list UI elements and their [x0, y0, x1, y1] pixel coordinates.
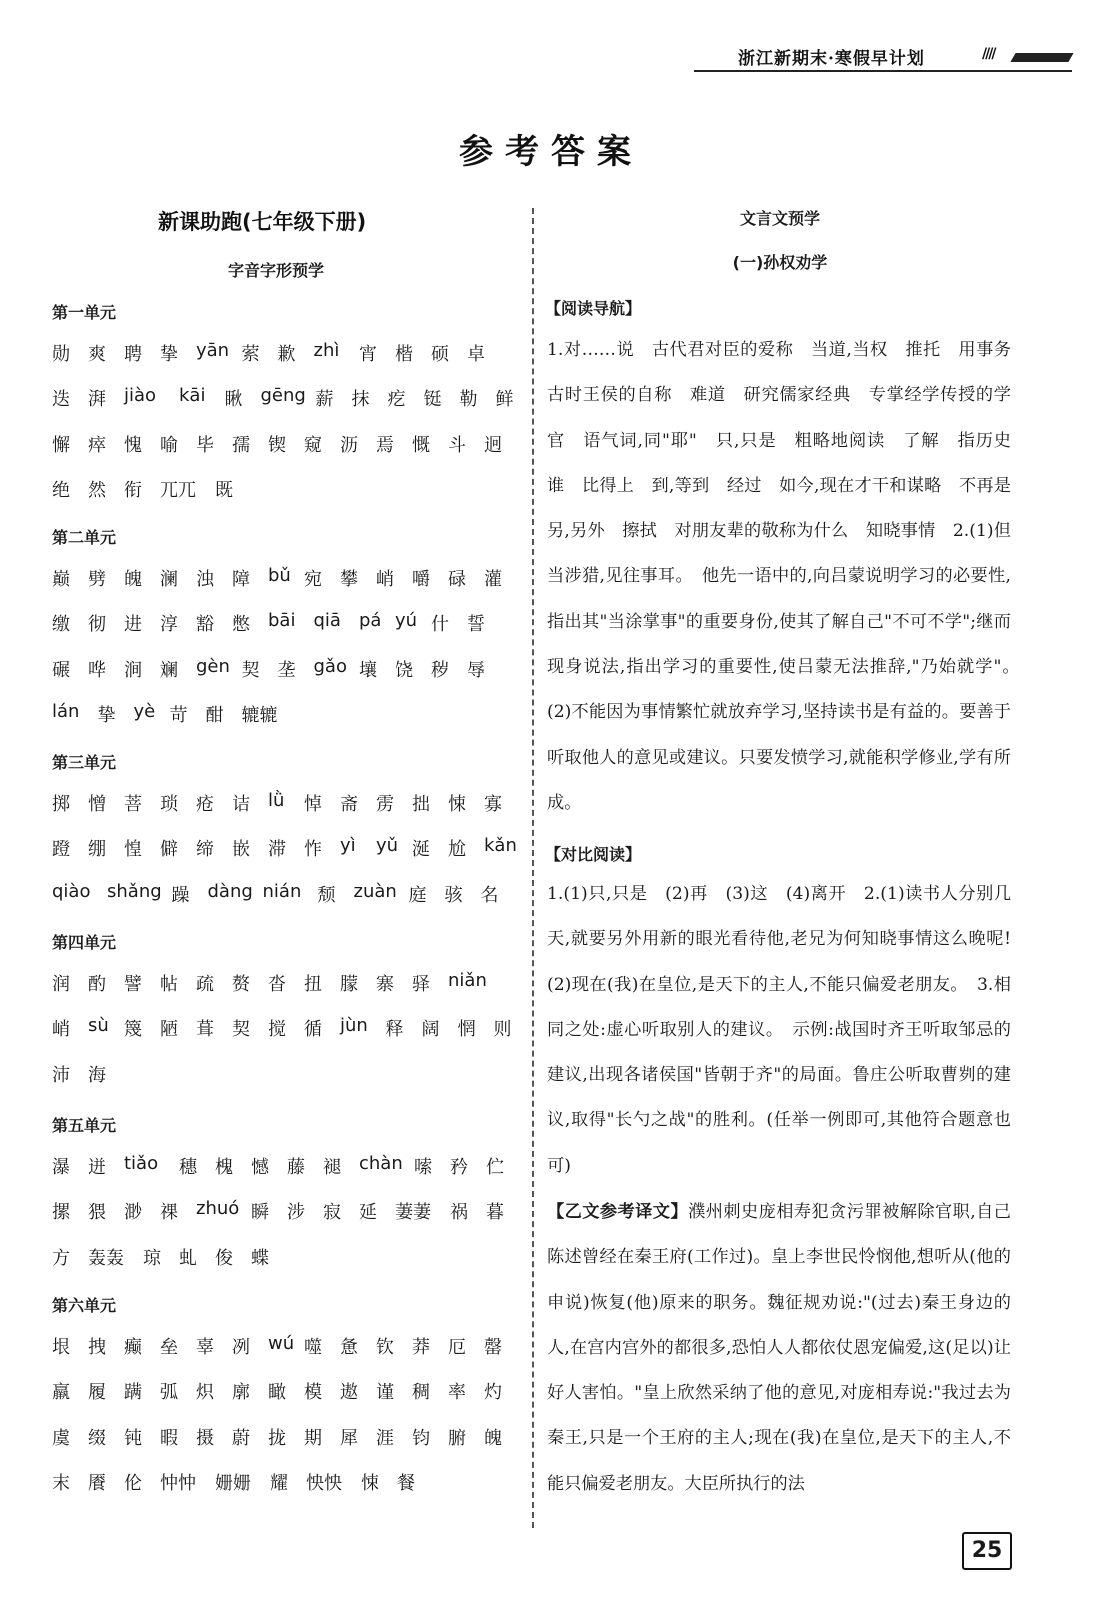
series-title: 浙江新期末·寒假早计划 — [738, 49, 925, 69]
char-item: 滞 — [268, 839, 286, 861]
char-item: 拽 — [88, 1337, 106, 1358]
char-item: 垒 — [160, 1337, 178, 1358]
char-item: kāi — [179, 385, 206, 407]
char-item: 浊 — [196, 569, 214, 590]
char-item: 瞅 — [224, 389, 243, 411]
char-item: 摄 — [196, 1427, 214, 1449]
unit-heading: 第二单元 — [52, 528, 117, 547]
char-item: 懈 — [52, 434, 70, 456]
char-item: yè — [133, 700, 156, 722]
char-item: 绝 — [52, 479, 70, 501]
section-title-pronunciation: 字音字形预学 — [228, 261, 325, 280]
char-item: 躁 — [171, 884, 190, 906]
char-item: 憾 — [251, 1157, 269, 1178]
char-item: 攀 — [340, 569, 358, 590]
char-item: 卓 — [467, 344, 485, 365]
char-item: 涧 — [124, 659, 142, 681]
char-item: 掷 — [52, 794, 70, 815]
char-item: 惘 — [457, 1019, 476, 1041]
char-item: 斋 — [340, 794, 358, 815]
char-item: 沓 — [268, 974, 286, 995]
char-item: 鲜 — [495, 389, 514, 411]
char-item: 迸 — [88, 1157, 106, 1178]
char-item: 譬 — [124, 974, 142, 995]
char-item: 湃 — [88, 389, 106, 411]
char-item: 彻 — [88, 614, 106, 636]
char-item: 率 — [448, 1382, 466, 1404]
char-item: 稠 — [412, 1382, 430, 1404]
char-item: 缀 — [88, 1427, 106, 1449]
translation-block — [547, 1190, 1011, 1507]
char-item: gèn — [196, 655, 230, 677]
char-item: 沛 — [52, 1064, 70, 1086]
char-item: 渺 — [124, 1202, 142, 1224]
page-title: 参考答案 — [459, 132, 643, 172]
char-item: 喻 — [160, 434, 178, 456]
char-item: 赘 — [232, 974, 250, 995]
char-item: 宵 — [359, 344, 377, 365]
reading-guide-text: 1.对……说 古代君对臣的爱称 当道,当权 推托 用事务 古时王侯的自称 难道 研究儒家经典 专掌经学传授的学官 语气词,同"耶" 只,只是 粗略地阅读 了解 指历史 谁 比得上 到,等到 经过 如今,现在才干和谋略 不再是 另,另外 擦拭 对朋友辈的敬称为什么 知晓事情 2.(1)但当涉猎,见往事耳。 他先一语中的,向吕蒙说明学习的必要性,指出其"当涂掌事"的重要身份,使其了解自己"不可不学";继而现身说法,指出学习的重要性,使吕蒙无法推辞,"乃始就学"。 (2)不能因为事情繁忙就放弃学习,坚持读书是有益的。要善于听取他人的意见或建议。只要发愤学习,就能积学修业,学有所成。 — [547, 340, 1029, 813]
unit-heading: 第四单元 — [52, 933, 117, 952]
char-item: 萋萋 — [395, 1202, 431, 1224]
char-item: 拙 — [412, 794, 430, 815]
char-item: 僻 — [160, 839, 178, 861]
char-item: jiào — [124, 385, 157, 407]
char-item: 餍 — [88, 1472, 106, 1494]
char-item: 尬 — [448, 839, 466, 861]
char-item: 槐 — [215, 1157, 233, 1178]
char-item: 碾 — [52, 659, 70, 681]
char-item: 蹬 — [52, 839, 70, 861]
char-item: 篾 — [124, 1019, 142, 1041]
char-item: 轰轰 — [88, 1247, 124, 1269]
char-item: 辱 — [467, 659, 485, 681]
char-item: 虬 — [179, 1247, 197, 1269]
char-item: 淳 — [160, 614, 178, 636]
char-item: yān — [196, 340, 230, 361]
char-item: chàn — [359, 1153, 403, 1174]
char-item: 障 — [232, 569, 250, 590]
char-item: 兀兀 — [160, 479, 196, 501]
char-item: qiā — [313, 610, 341, 632]
char-item: 毕 — [196, 434, 214, 456]
char-item: 壤 — [359, 659, 377, 681]
char-item: 帖 — [160, 974, 178, 995]
header-bar-decoration — [1010, 53, 1073, 62]
char-item: 孺 — [232, 434, 250, 456]
char-item: 迥 — [484, 434, 502, 456]
char-item: 涯 — [376, 1427, 394, 1449]
char-item: 碌 — [448, 569, 466, 590]
unit-heading: 第一单元 — [52, 303, 117, 322]
char-item: 进 — [124, 614, 142, 636]
char-item: 劈 — [88, 569, 106, 590]
char-item: 涉 — [287, 1202, 305, 1224]
char-item: 骇 — [444, 884, 463, 906]
char-item: 寡 — [484, 794, 502, 815]
char-item: 琼 — [143, 1247, 161, 1269]
char-item: 矜 — [450, 1157, 468, 1178]
translation-label: 【乙文参考译文】 — [547, 1202, 689, 1222]
char-item: 猥 — [88, 1202, 106, 1224]
char-item: 莽 — [412, 1337, 430, 1358]
char-item: 嗦 — [414, 1157, 432, 1178]
char-item: 名 — [480, 884, 499, 906]
char-item: 忡忡 — [160, 1472, 196, 1494]
char-item: 宛 — [304, 569, 322, 590]
book-title: 新课助跑(七年级下册) — [158, 210, 367, 234]
char-item: 祼 — [160, 1202, 178, 1224]
char-item: 陋 — [160, 1019, 178, 1041]
char-item: 嵌 — [232, 839, 250, 861]
char-item: 什 — [431, 614, 449, 636]
char-item: gēng — [260, 385, 306, 407]
char-item: 惫 — [340, 1337, 358, 1358]
char-item: 悚 — [361, 1472, 379, 1494]
char-item: 魄 — [124, 569, 142, 590]
char-item: 腑 — [448, 1427, 466, 1449]
char-item: 挚 — [160, 344, 178, 365]
char-item: 峭 — [376, 569, 394, 590]
char-item: 缴 — [52, 614, 70, 636]
char-item: 冽 — [232, 1337, 250, 1358]
header-slash-decoration: //// — [982, 46, 995, 62]
char-item: 褪 — [323, 1157, 341, 1178]
char-item: 循 — [304, 1019, 322, 1041]
translation-text: 濮州刺史庞相寿犯贪污罪被解除官职,自己陈述曾经在秦王府(工作过)。皇上李世民怜悯他,想听从(他的申说)恢复(他)原来的职务。魏征规劝说:"(过去)秦王身边的人,在宫内宫外的都很多,恐怕人人都依仗恩宠偏爱,这(足以)让好人害怕。"皇上欣然采纳了他的意见,对庞相寿说:"我过去为秦王,只是一个王府的主人;现在(我)在皇位,是天下的主人,不能只偏爱老朋友。大臣所执行的法 — [547, 1202, 1011, 1494]
char-item: zhuó — [196, 1198, 240, 1220]
comparison-label: 【对比阅读】 — [545, 845, 642, 864]
char-item: lán — [52, 700, 80, 722]
char-item: 伫 — [486, 1157, 504, 1178]
char-item: 窥 — [304, 434, 322, 456]
char-item: 抹 — [351, 389, 370, 411]
char-item: 憋 — [232, 614, 250, 636]
char-item: 噬 — [304, 1337, 322, 1358]
unit-heading: 第五单元 — [52, 1116, 117, 1135]
char-item: 蔚 — [232, 1427, 250, 1449]
page-number: 25 — [962, 1532, 1012, 1570]
char-item: 钝 — [124, 1427, 142, 1449]
char-item: lǜ — [268, 790, 285, 811]
char-item: 迭 — [52, 389, 70, 411]
char-item: 释 — [385, 1019, 404, 1041]
char-item: shǎng — [107, 880, 162, 902]
char-item: 豁 — [196, 614, 214, 636]
char-item: 涎 — [412, 839, 430, 861]
char-item: 澜 — [160, 569, 178, 590]
char-item: 暮 — [486, 1202, 504, 1224]
char-item: 方 — [52, 1247, 70, 1269]
char-item: 疮 — [196, 794, 214, 815]
char-item: 钦 — [376, 1337, 394, 1358]
char-item: 蝶 — [251, 1247, 269, 1269]
char-item: 既 — [215, 479, 233, 501]
char-item: 搅 — [268, 1019, 286, 1041]
char-item: bāi — [268, 610, 296, 632]
char-item: 斓 — [160, 659, 178, 681]
char-item: 海 — [88, 1064, 106, 1086]
char-item: 藤 — [287, 1157, 305, 1178]
char-item: 扭 — [304, 974, 322, 995]
char-item: jùn — [340, 1015, 368, 1037]
char-item: 寂 — [323, 1202, 341, 1224]
char-item: pá — [359, 610, 382, 632]
char-item: 疙 — [387, 389, 406, 411]
char-item: 驿 — [412, 974, 430, 995]
char-item: 朦 — [340, 974, 358, 995]
char-item: 爽 — [88, 344, 106, 365]
char-item: wú — [268, 1333, 295, 1354]
char-item: 延 — [359, 1202, 377, 1224]
char-item: gǎo — [313, 655, 347, 677]
char-item: kǎn — [484, 835, 517, 857]
char-item: 契 — [232, 1019, 250, 1041]
char-item: 餐 — [397, 1472, 415, 1494]
char-item: 摞 — [52, 1202, 70, 1224]
char-item: 悼 — [304, 794, 322, 815]
char-item: 垠 — [52, 1337, 70, 1358]
char-item: 垄 — [277, 659, 296, 681]
char-item: 葺 — [196, 1019, 214, 1041]
char-item: 羸 — [52, 1382, 70, 1404]
char-item: yì — [340, 835, 356, 857]
char-item: 琐 — [160, 794, 178, 815]
char-item: 酌 — [88, 974, 106, 995]
char-item: 灌 — [484, 569, 502, 590]
char-item: 辘辘 — [241, 704, 278, 726]
char-item: 瞬 — [251, 1202, 269, 1224]
char-item: 寨 — [376, 974, 394, 995]
char-item: 瘁 — [88, 434, 106, 456]
char-item: 峭 — [52, 1019, 70, 1041]
char-item: 契 — [241, 659, 260, 681]
char-item: 硕 — [431, 344, 449, 365]
char-item: 遨 — [340, 1382, 358, 1404]
char-item: 锲 — [268, 434, 286, 456]
char-item: 聘 — [124, 344, 142, 365]
char-item: 耀 — [270, 1472, 288, 1494]
char-item: qiào — [52, 880, 91, 902]
char-item: 则 — [493, 1019, 512, 1041]
char-item: 勒 — [459, 389, 478, 411]
char-item: 怏怏 — [306, 1472, 342, 1494]
char-item: 铤 — [423, 389, 442, 411]
char-item: yǔ — [376, 835, 399, 857]
char-item: 瀑 — [52, 1157, 70, 1178]
char-item: 惶 — [124, 839, 142, 861]
char-item: 姗姗 — [215, 1472, 251, 1494]
char-item: 焉 — [376, 434, 394, 456]
char-item: 悚 — [448, 794, 466, 815]
char-item: 瞰 — [268, 1382, 286, 1404]
char-item: 萦 — [241, 344, 260, 365]
char-item: 润 — [52, 974, 70, 995]
char-item: 酣 — [205, 704, 224, 726]
char-item: dàng — [207, 880, 253, 902]
char-item: 挚 — [97, 704, 116, 726]
char-item: 罄 — [484, 1337, 502, 1358]
char-item: 犀 — [340, 1427, 358, 1449]
char-item: 疏 — [196, 974, 214, 995]
char-item: 魄 — [484, 1427, 502, 1449]
char-item: yú — [395, 610, 418, 632]
char-item: 期 — [304, 1427, 322, 1449]
char-item: 衔 — [124, 479, 142, 501]
char-item: tiǎo — [124, 1153, 159, 1174]
char-item: 蹒 — [124, 1382, 142, 1404]
char-item: zuàn — [353, 880, 397, 902]
char-item: 虞 — [52, 1427, 70, 1449]
char-item: 颓 — [317, 884, 336, 906]
header-rule — [694, 70, 1072, 72]
char-item: 菩 — [124, 794, 142, 815]
char-item: 钧 — [412, 1427, 430, 1449]
char-item: 苛 — [169, 704, 188, 726]
char-item: nián — [262, 880, 302, 902]
char-item: bǔ — [268, 565, 291, 586]
classical-chinese-title: 文言文预学 — [739, 209, 820, 228]
char-item: 模 — [304, 1382, 322, 1404]
char-item: 阔 — [421, 1019, 440, 1041]
char-item: 炽 — [196, 1382, 214, 1404]
unit-heading: 第三单元 — [52, 753, 117, 772]
char-item: 拢 — [268, 1427, 286, 1449]
reading-guide-label: 【阅读导航】 — [545, 299, 642, 318]
char-item: 愧 — [124, 434, 142, 456]
char-item: niǎn — [448, 970, 487, 991]
char-item: 谨 — [376, 1382, 394, 1404]
char-item: 弧 — [160, 1382, 178, 1404]
char-item: 秽 — [431, 659, 449, 681]
char-item: 辜 — [196, 1337, 214, 1358]
char-item: 灼 — [484, 1382, 502, 1404]
char-item: 廓 — [232, 1382, 250, 1404]
char-item: 楷 — [395, 344, 413, 365]
char-item: 暇 — [160, 1427, 178, 1449]
char-item: 誓 — [467, 614, 485, 636]
char-item: 哗 — [88, 659, 106, 681]
unit-heading: 第六单元 — [52, 1296, 117, 1315]
char-item: 然 — [88, 479, 106, 501]
char-item: 履 — [88, 1382, 106, 1404]
char-item: zhì — [313, 340, 340, 361]
char-item: 伦 — [124, 1472, 142, 1494]
char-item: 憎 — [88, 794, 106, 815]
char-item: 歉 — [277, 344, 296, 365]
char-item: 缔 — [196, 839, 214, 861]
char-item: sù — [88, 1015, 109, 1037]
column-divider — [532, 208, 534, 1528]
char-item: 薪 — [315, 389, 334, 411]
char-item: 斗 — [448, 434, 466, 456]
comparison-text: 1.(1)只,只是 (2)再 (3)这 (4)离开 2.(1)读书人分别几天,就要另外用新的眼光看待他,老兄为何知晓事情这么晚呢! (2)现在(我)在皇位,是天下的主人,不能只偏爱老朋友。 3.相同之处:虚心听取别人的建议。 示例:战国时齐王听取邹忌的建议,出现各诸侯国"皆朝于齐"的局面。鲁庄公听取曹刿的建议,取得"长勺之战"的胜利。(任举一例即可,其他符合题意也可) — [547, 884, 1029, 1176]
char-item: 癫 — [124, 1337, 142, 1358]
char-item: 勋 — [52, 344, 70, 365]
char-item: 厄 — [448, 1337, 466, 1358]
char-item: 庭 — [408, 884, 427, 906]
char-item: 穗 — [179, 1157, 197, 1178]
char-item: 雳 — [376, 794, 394, 815]
char-item: 绷 — [88, 839, 106, 861]
char-item: 嚼 — [412, 569, 430, 590]
char-item: 祸 — [450, 1202, 468, 1224]
char-item: 怍 — [304, 839, 322, 861]
char-item: 末 — [52, 1472, 70, 1494]
char-item: 慨 — [412, 434, 430, 456]
lesson-subtitle: (一)孙权劝学 — [732, 253, 828, 272]
char-item: 沥 — [340, 434, 358, 456]
char-item: 俊 — [215, 1247, 233, 1269]
char-item: 巅 — [52, 569, 70, 590]
char-item: 饶 — [395, 659, 413, 681]
char-item: 诘 — [232, 794, 250, 815]
